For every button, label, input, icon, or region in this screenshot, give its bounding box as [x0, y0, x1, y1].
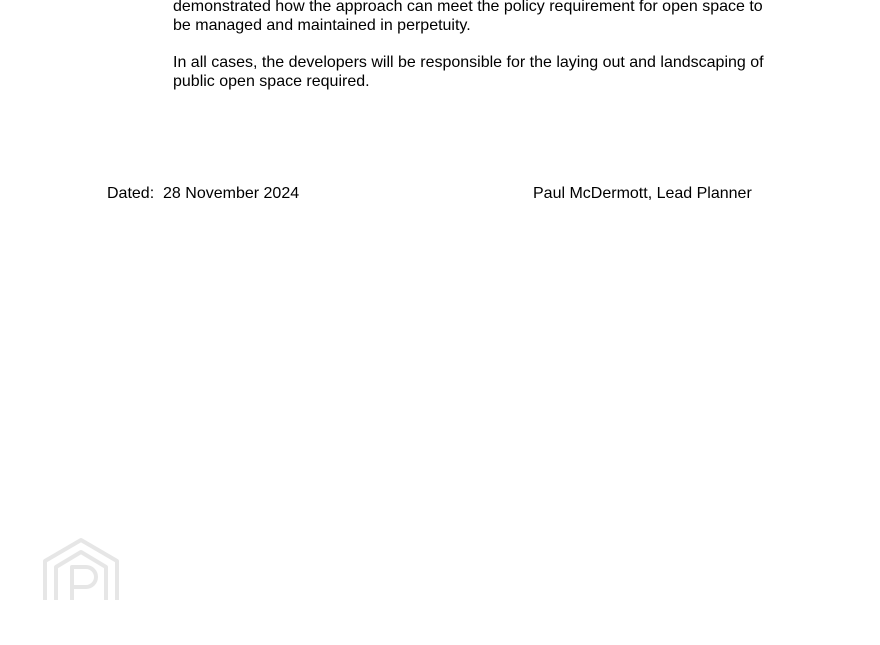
dated-line — [107, 184, 299, 203]
dated-label: Dated: — [107, 185, 155, 202]
body-paragraph — [173, 53, 783, 91]
dated-value: 28 November 2024 — [163, 185, 300, 202]
house-p-logo-icon — [42, 537, 120, 603]
paragraph-line: demonstrated how the approach can meet the policy requirement for open space to — [173, 0, 763, 15]
body-paragraph — [173, 0, 783, 35]
paragraph-line: public open space required. — [173, 73, 370, 90]
paragraph-line: be managed and maintained in perpetuity. — [173, 17, 471, 34]
paragraph-line: In all cases, the developers will be responsible for the laying out and landscaping of — [173, 54, 764, 71]
signatory: Paul McDermott, Lead Planner — [533, 185, 752, 202]
